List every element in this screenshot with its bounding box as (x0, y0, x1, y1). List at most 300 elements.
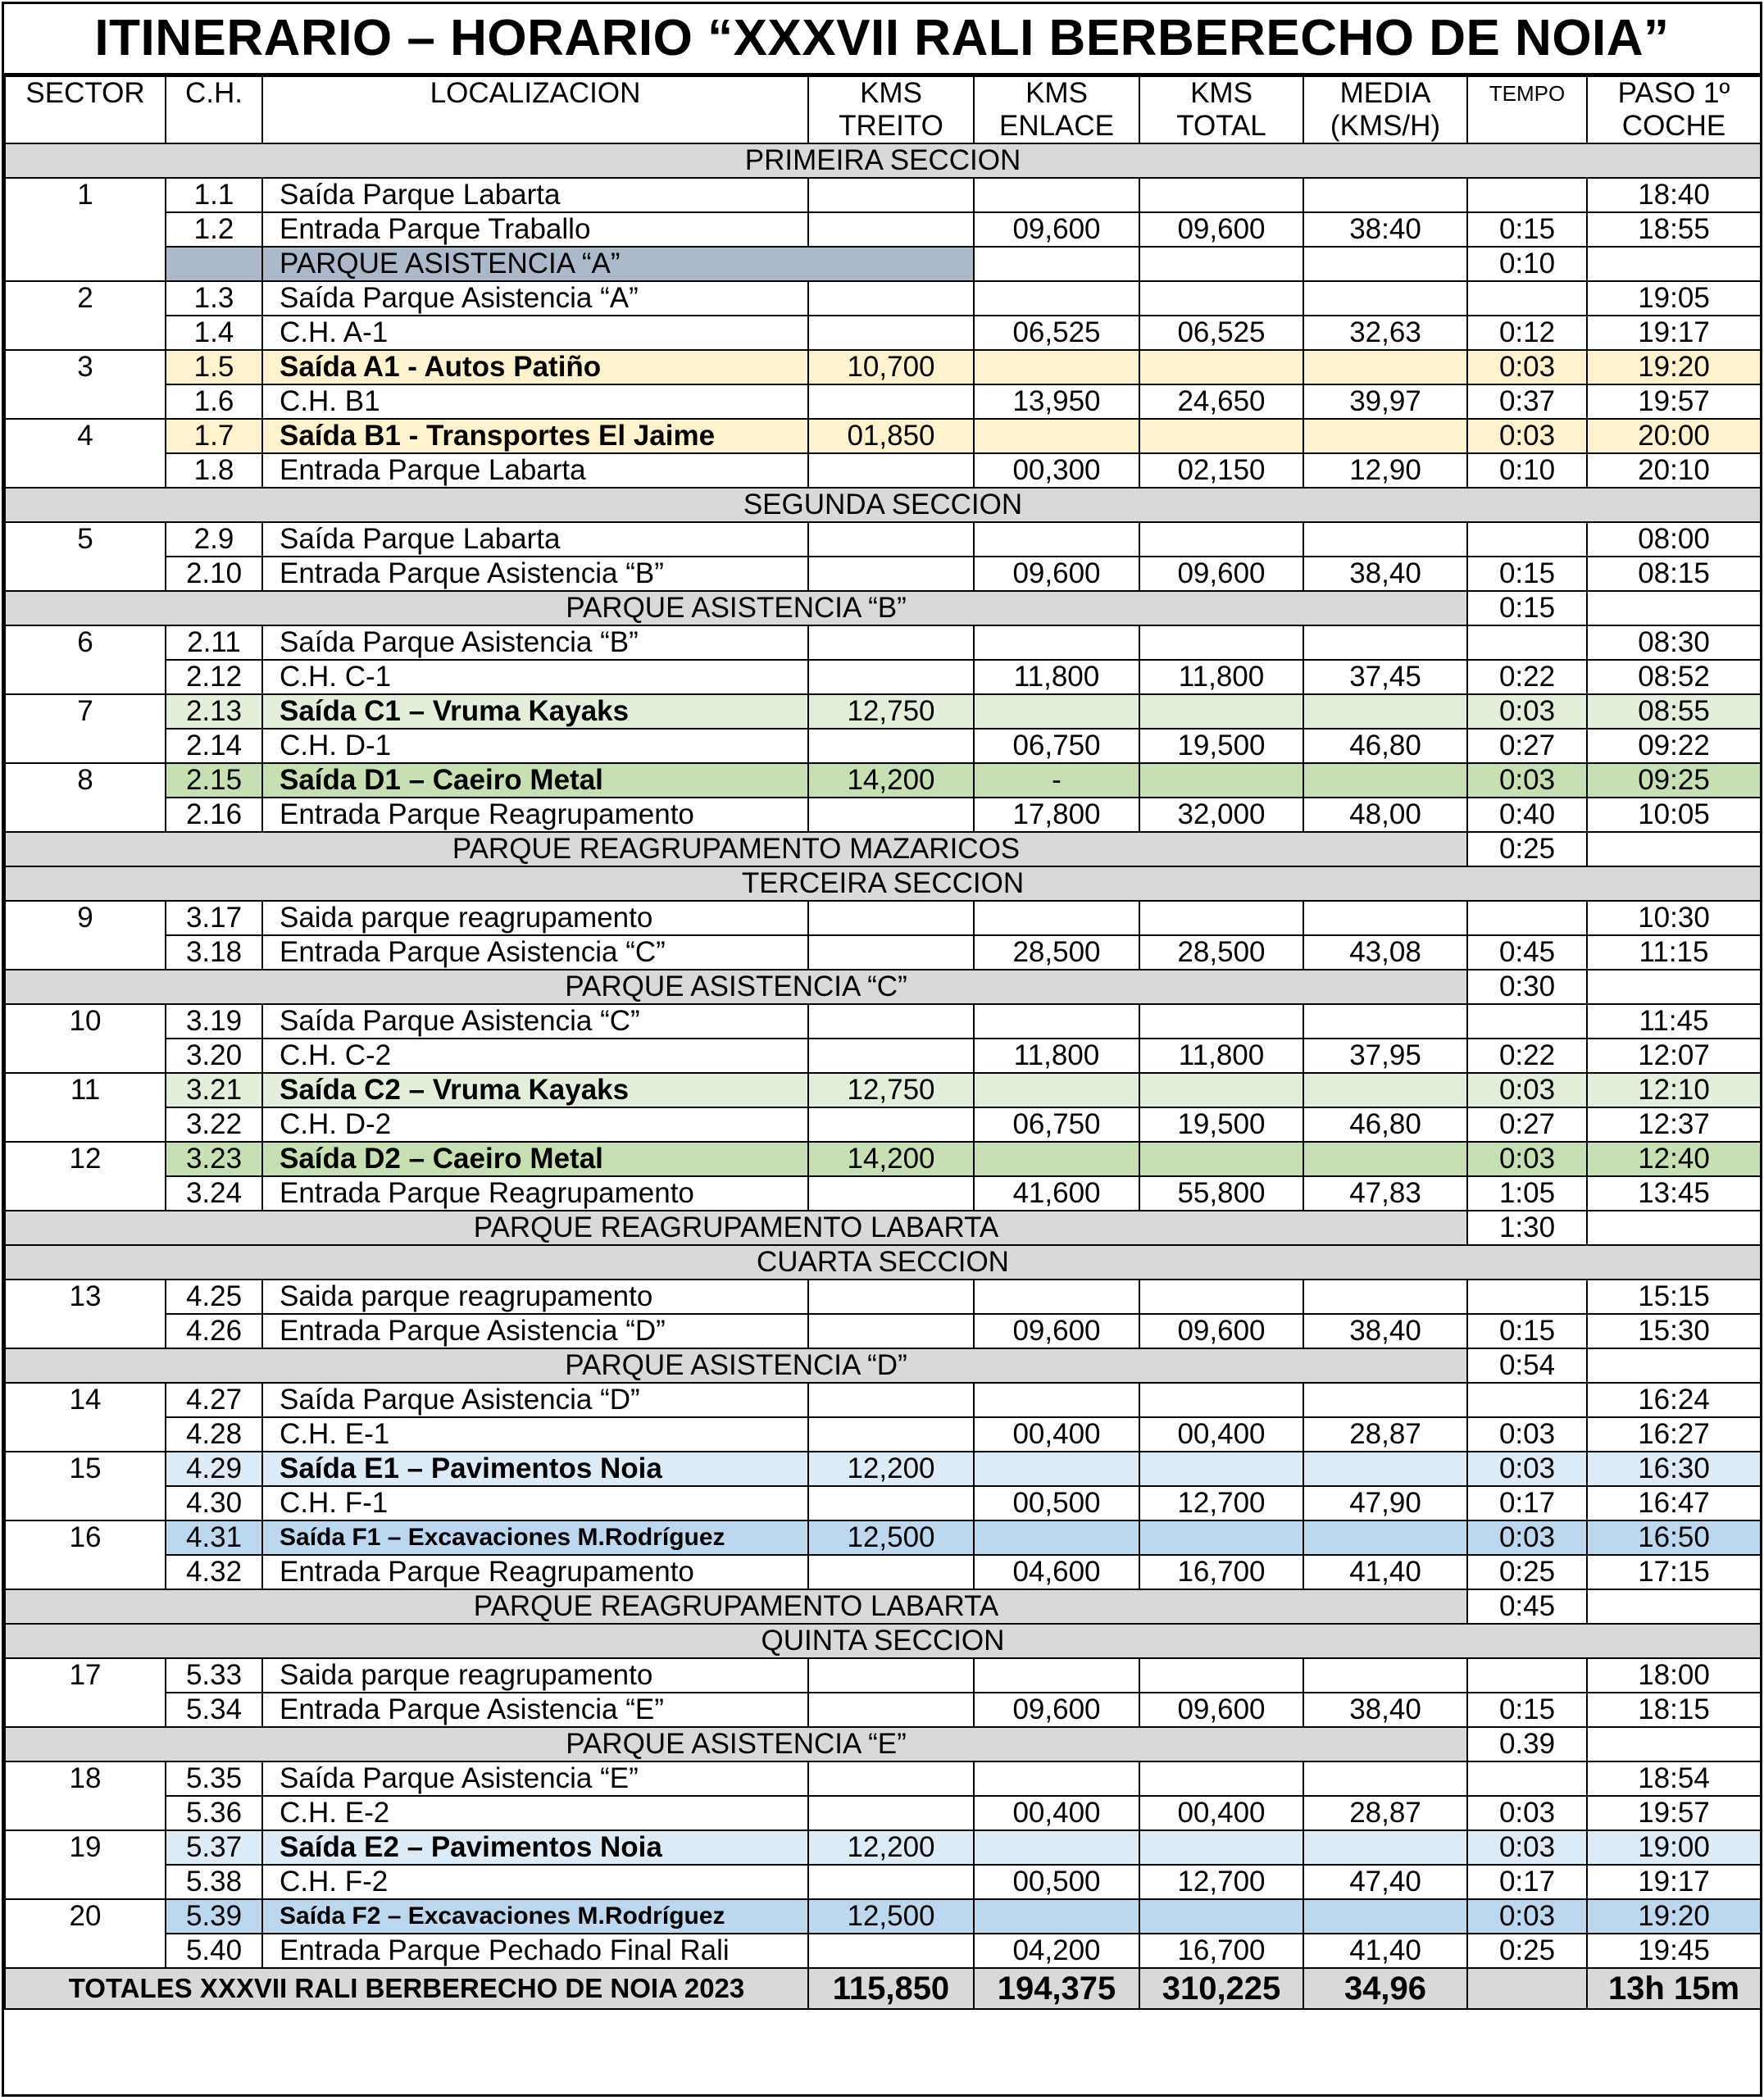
location-cell: Entrada Parque Asistencia “D” (262, 1314, 808, 1348)
column-header-line: TREITO (839, 110, 943, 142)
treito-cell: 14,200 (808, 763, 974, 798)
parque-band-row (5, 1727, 1761, 1761)
media-cell: 43,08 (1303, 935, 1467, 970)
ch-cell: 5.36 (166, 1796, 262, 1830)
tempo-cell: 1:05 (1467, 1176, 1587, 1211)
section-row (5, 143, 1761, 178)
paso-cell: 09:22 (1587, 729, 1761, 763)
section-title: SEGUNDA SECCION (5, 488, 1761, 522)
treito-cell (808, 1039, 974, 1073)
total-cell (1139, 1452, 1303, 1486)
total-cell (1139, 281, 1303, 316)
paso-cell: 20:10 (1587, 453, 1761, 488)
tempo-cell: 0:45 (1467, 935, 1587, 970)
location-cell: Saída Parque Labarta (262, 522, 808, 557)
treito-cell (808, 1865, 974, 1899)
paso-cell: 08:30 (1587, 625, 1761, 660)
column-header-line: PASO 1º (1617, 77, 1730, 109)
tempo-cell: 0:03 (1467, 1796, 1587, 1830)
total-cell: 09,600 (1139, 557, 1303, 591)
ch-cell: 2.15 (166, 763, 262, 798)
location-cell: Saída C2 – Vruma Kayaks (262, 1073, 808, 1107)
stage-row (5, 1899, 1761, 1934)
table-row (5, 1658, 1761, 1693)
enlace-cell: 09,600 (974, 1693, 1139, 1727)
media-cell: 32,63 (1303, 316, 1467, 350)
paso-cell: 09:25 (1587, 763, 1761, 798)
sector-number: 7 (5, 694, 166, 763)
total-cell (1139, 1658, 1303, 1693)
tempo-cell: 0:03 (1467, 350, 1587, 384)
paso-cell: 16:27 (1587, 1417, 1761, 1452)
total-cell: 12,700 (1139, 1865, 1303, 1899)
enlace-cell (974, 350, 1139, 384)
ch-cell: 1.4 (166, 316, 262, 350)
paso-cell: 12:37 (1587, 1107, 1761, 1142)
tempo-cell (1467, 625, 1587, 660)
ch-cell: 3.24 (166, 1176, 262, 1211)
total-cell: 09,600 (1139, 212, 1303, 247)
total-cell (1139, 419, 1303, 453)
treito-cell: 12,500 (808, 1899, 974, 1934)
tempo-cell: 0:25 (1467, 1555, 1587, 1589)
tempo-cell: 0:17 (1467, 1486, 1587, 1520)
table-row (5, 1761, 1761, 1796)
ch-cell: 3.20 (166, 1039, 262, 1073)
enlace-cell (974, 625, 1139, 660)
ch-cell: 2.10 (166, 557, 262, 591)
table-row (5, 1417, 1761, 1452)
stage-row (5, 1452, 1761, 1486)
treito-cell: 12,750 (808, 694, 974, 729)
parque-band-tempo: 0:25 (1467, 832, 1587, 866)
media-cell (1303, 1280, 1467, 1314)
total-cell: 55,800 (1139, 1176, 1303, 1211)
stage-row (5, 763, 1761, 798)
enlace-cell (974, 1520, 1139, 1555)
sector-number: 18 (5, 1761, 166, 1830)
ch-cell: 1.3 (166, 281, 262, 316)
tempo-cell: 0:03 (1467, 1899, 1587, 1934)
ch-cell: 1.8 (166, 453, 262, 488)
parque-band-row (5, 1348, 1761, 1383)
location-cell: Saída E1 – Pavimentos Noia (262, 1452, 808, 1486)
total-cell: 00,400 (1139, 1796, 1303, 1830)
enlace-cell: 09,600 (974, 212, 1139, 247)
media-cell: 12,90 (1303, 453, 1467, 488)
treito-cell: 12,500 (808, 1520, 974, 1555)
enlace-cell (974, 281, 1139, 316)
media-cell (1303, 1761, 1467, 1796)
treito-cell (808, 281, 974, 316)
treito-cell (808, 935, 974, 970)
paso-cell: 18:40 (1587, 178, 1761, 212)
empty-cell (1587, 970, 1761, 1004)
paso-cell: 08:15 (1587, 557, 1761, 591)
paso-cell: 19:20 (1587, 350, 1761, 384)
table-row (5, 1383, 1761, 1417)
totals-media: 34,96 (1303, 1968, 1467, 2009)
sector-number: 5 (5, 522, 166, 591)
sector-number: 13 (5, 1280, 166, 1348)
empty-cell (1587, 591, 1761, 625)
paso-cell: 08:55 (1587, 694, 1761, 729)
location-cell: C.H. F-1 (262, 1486, 808, 1520)
location-cell: Saida parque reagrupamento (262, 901, 808, 935)
treito-cell (808, 1280, 974, 1314)
media-cell: 41,40 (1303, 1934, 1467, 1968)
stage-row (5, 1073, 1761, 1107)
location-cell: Saída C1 – Vruma Kayaks (262, 694, 808, 729)
enlace-cell: - (974, 763, 1139, 798)
location-cell: Saída Parque Asistencia “D” (262, 1383, 808, 1417)
tempo-cell: 0:03 (1467, 1073, 1587, 1107)
table-row (5, 625, 1761, 660)
tempo-cell: 0:37 (1467, 384, 1587, 419)
tempo-cell: 0:03 (1467, 419, 1587, 453)
enlace-cell (974, 901, 1139, 935)
column-header-line: KMS (860, 77, 922, 109)
ch-cell: 1.6 (166, 384, 262, 419)
enlace-cell (974, 178, 1139, 212)
tempo-cell: 0:17 (1467, 1865, 1587, 1899)
location-cell: Entrada Parque Reagrupamento (262, 1176, 808, 1211)
itinerary-document (2, 2, 1762, 2097)
sector-number: 9 (5, 901, 166, 970)
treito-cell (808, 1383, 974, 1417)
location-cell: Entrada Parque Reagrupamento (262, 798, 808, 832)
paso-cell: 18:55 (1587, 212, 1761, 247)
media-cell: 28,87 (1303, 1796, 1467, 1830)
tempo-cell: 0:12 (1467, 316, 1587, 350)
ch-cell: 5.34 (166, 1693, 262, 1727)
section-row (5, 866, 1761, 901)
table-row (5, 798, 1761, 832)
paso-cell: 10:05 (1587, 798, 1761, 832)
total-cell: 24,650 (1139, 384, 1303, 419)
tempo-cell (1467, 1004, 1587, 1039)
parque-band-row (5, 1589, 1761, 1624)
enlace-cell: 28,500 (974, 935, 1139, 970)
column-header (166, 76, 262, 143)
empty-cell (1587, 1348, 1761, 1383)
total-cell (1139, 1520, 1303, 1555)
column-header-line: C.H. (185, 77, 243, 109)
enlace-cell: 17,800 (974, 798, 1139, 832)
total-cell: 02,150 (1139, 453, 1303, 488)
location-cell: Entrada Parque Pechado Final Rali (262, 1934, 808, 1968)
table-row (5, 178, 1761, 212)
location-cell: C.H. C-2 (262, 1039, 808, 1073)
total-cell (1139, 1073, 1303, 1107)
parque-band-label: PARQUE ASISTENCIA “D” (5, 1348, 1467, 1383)
total-cell: 16,700 (1139, 1555, 1303, 1589)
enlace-cell: 04,600 (974, 1555, 1139, 1589)
totals-enlace: 194,375 (974, 1968, 1139, 2009)
tempo-cell: 0:40 (1467, 798, 1587, 832)
ch-cell: 2.13 (166, 694, 262, 729)
table-row (5, 316, 1761, 350)
treito-cell (808, 212, 974, 247)
ch-cell: 4.29 (166, 1452, 262, 1486)
total-cell: 16,700 (1139, 1934, 1303, 1968)
table-row (5, 729, 1761, 763)
media-cell: 47,40 (1303, 1865, 1467, 1899)
location-cell: Saida parque reagrupamento (262, 1658, 808, 1693)
enlace-cell: 00,400 (974, 1796, 1139, 1830)
column-header-line: LOCALIZACION (430, 77, 641, 109)
table-row (5, 1486, 1761, 1520)
table-row (5, 522, 1761, 557)
total-cell (1139, 1142, 1303, 1176)
totals-tempo (1467, 1968, 1587, 2009)
total-cell: 06,525 (1139, 316, 1303, 350)
tempo-cell: 0:27 (1467, 729, 1587, 763)
column-header-line: COCHE (1621, 110, 1726, 142)
ch-cell: 4.31 (166, 1520, 262, 1555)
treito-cell (808, 660, 974, 694)
parque-band-label: PARQUE REAGRUPAMENTO LABARTA (5, 1211, 1467, 1245)
parque-band-label: PARQUE ASISTENCIA “C” (5, 970, 1467, 1004)
tempo-cell: 0:03 (1467, 1520, 1587, 1555)
ch-cell: 4.28 (166, 1417, 262, 1452)
treito-cell (808, 1693, 974, 1727)
paso-cell: 16:50 (1587, 1520, 1761, 1555)
treito-cell: 10,700 (808, 350, 974, 384)
paso-cell: 11:15 (1587, 935, 1761, 970)
sector-number: 14 (5, 1383, 166, 1452)
tempo-cell (1467, 1658, 1587, 1693)
column-header-line: KMS (1190, 77, 1253, 109)
media-cell (1303, 1830, 1467, 1865)
paso-cell: 19:00 (1587, 1830, 1761, 1865)
media-cell (1303, 1004, 1467, 1039)
tempo-cell: 0:03 (1467, 1452, 1587, 1486)
treito-cell (808, 1555, 974, 1589)
enlace-cell (974, 1452, 1139, 1486)
media-cell (1303, 694, 1467, 729)
total-cell (1139, 1830, 1303, 1865)
tempo-cell (1467, 1280, 1587, 1314)
totals-treito: 115,850 (808, 1968, 974, 2009)
column-header-line: SECTOR (25, 77, 145, 109)
total-cell (1139, 350, 1303, 384)
treito-cell (808, 1761, 974, 1796)
media-cell (1303, 522, 1467, 557)
enlace-cell (974, 1761, 1139, 1796)
tempo-cell: 0:15 (1467, 212, 1587, 247)
treito-cell (808, 1004, 974, 1039)
parque-band-tempo: 0:15 (1467, 591, 1587, 625)
empty-cell (1139, 247, 1303, 281)
location-cell: Saída F2 – Excavaciones M.Rodríguez (262, 1899, 808, 1934)
enlace-cell (974, 522, 1139, 557)
treito-cell (808, 1658, 974, 1693)
location-cell: C.H. C-1 (262, 660, 808, 694)
paso-cell: 15:30 (1587, 1314, 1761, 1348)
total-cell (1139, 901, 1303, 935)
location-cell: Saída Parque Labarta (262, 178, 808, 212)
location-cell: Saída Parque Asistencia “A” (262, 281, 808, 316)
treito-cell (808, 522, 974, 557)
totals-row (5, 1968, 1761, 2009)
tempo-cell: 0:03 (1467, 1142, 1587, 1176)
table-row (5, 212, 1761, 247)
column-header (1139, 76, 1303, 143)
treito-cell: 01,850 (808, 419, 974, 453)
parque-band-label: PARQUE REAGRUPAMENTO LABARTA (5, 1589, 1467, 1624)
sector-number: 17 (5, 1658, 166, 1727)
tempo-cell (1467, 178, 1587, 212)
paso-cell: 11:45 (1587, 1004, 1761, 1039)
paso-cell: 19:45 (1587, 1934, 1761, 1968)
total-cell (1139, 1004, 1303, 1039)
media-cell: 38:40 (1303, 212, 1467, 247)
table-row (5, 453, 1761, 488)
table-row (5, 1693, 1761, 1727)
table-row (5, 557, 1761, 591)
location-cell: Entrada Parque Traballo (262, 212, 808, 247)
total-cell: 09,600 (1139, 1693, 1303, 1727)
ch-cell: 4.30 (166, 1486, 262, 1520)
media-cell (1303, 350, 1467, 384)
media-cell (1303, 1452, 1467, 1486)
ch-cell: 4.32 (166, 1555, 262, 1589)
tempo-cell: 0:03 (1467, 763, 1587, 798)
asistencia-cell (166, 247, 262, 281)
location-cell: Saída A1 - Autos Patiño (262, 350, 808, 384)
total-cell (1139, 763, 1303, 798)
sector-number: 19 (5, 1830, 166, 1899)
parque-band-tempo: 0:54 (1467, 1348, 1587, 1383)
location-cell: C.H. D-1 (262, 729, 808, 763)
sector-number: 8 (5, 763, 166, 832)
total-cell (1139, 1383, 1303, 1417)
asistencia-row (5, 247, 1761, 281)
total-cell: 09,600 (1139, 1314, 1303, 1348)
tempo-cell (1467, 1383, 1587, 1417)
treito-cell (808, 729, 974, 763)
media-cell: 28,87 (1303, 1417, 1467, 1452)
enlace-cell: 11,800 (974, 660, 1139, 694)
treito-cell (808, 557, 974, 591)
paso-cell: 16:47 (1587, 1486, 1761, 1520)
tempo-cell (1467, 522, 1587, 557)
table-row (5, 935, 1761, 970)
paso-cell: 19:05 (1587, 281, 1761, 316)
treito-cell (808, 384, 974, 419)
location-cell: Saída B1 - Transportes El Jaime (262, 419, 808, 453)
enlace-cell (974, 1142, 1139, 1176)
ch-cell: 1.2 (166, 212, 262, 247)
treito-cell (808, 901, 974, 935)
media-cell (1303, 901, 1467, 935)
sector-number: 2 (5, 281, 166, 350)
sector-number: 16 (5, 1520, 166, 1589)
parque-band-tempo: 0:30 (1467, 970, 1587, 1004)
column-header-line: TEMPO (1489, 81, 1566, 106)
paso-cell: 19:20 (1587, 1899, 1761, 1934)
section-row (5, 1624, 1761, 1658)
media-cell: 41,40 (1303, 1555, 1467, 1589)
table-row (5, 1004, 1761, 1039)
stage-row (5, 350, 1761, 384)
section-row (5, 488, 1761, 522)
enlace-cell: 00,300 (974, 453, 1139, 488)
enlace-cell (974, 1899, 1139, 1934)
treito-cell: 12,200 (808, 1452, 974, 1486)
treito-cell (808, 1314, 974, 1348)
ch-cell: 1.7 (166, 419, 262, 453)
parque-band-label: PARQUE ASISTENCIA “E” (5, 1727, 1467, 1761)
table-row (5, 384, 1761, 419)
media-cell (1303, 1383, 1467, 1417)
ch-cell: 4.25 (166, 1280, 262, 1314)
total-cell (1139, 1280, 1303, 1314)
location-cell: Entrada Parque Asistencia “E” (262, 1693, 808, 1727)
total-cell: 00,400 (1139, 1417, 1303, 1452)
media-cell: 38,40 (1303, 557, 1467, 591)
column-header-line: TOTAL (1176, 110, 1266, 142)
media-cell: 38,40 (1303, 1693, 1467, 1727)
ch-cell: 3.22 (166, 1107, 262, 1142)
enlace-cell (974, 419, 1139, 453)
paso-cell: 10:30 (1587, 901, 1761, 935)
media-cell: 37,45 (1303, 660, 1467, 694)
column-header (1467, 76, 1587, 143)
empty-cell (1587, 1211, 1761, 1245)
media-cell (1303, 178, 1467, 212)
enlace-cell: 06,750 (974, 729, 1139, 763)
paso-cell: 19:17 (1587, 316, 1761, 350)
tempo-cell: 0:27 (1467, 1107, 1587, 1142)
treito-cell: 12,200 (808, 1830, 974, 1865)
total-cell (1139, 522, 1303, 557)
ch-cell: 1.1 (166, 178, 262, 212)
paso-cell: 08:52 (1587, 660, 1761, 694)
sector-number: 15 (5, 1452, 166, 1520)
section-row (5, 1245, 1761, 1280)
parque-band-row (5, 1211, 1761, 1245)
total-cell: 19,500 (1139, 1107, 1303, 1142)
tempo-cell (1467, 901, 1587, 935)
parque-band-tempo: 0.39 (1467, 1727, 1587, 1761)
total-cell (1139, 625, 1303, 660)
media-cell (1303, 763, 1467, 798)
stage-row (5, 1520, 1761, 1555)
ch-cell: 5.39 (166, 1899, 262, 1934)
tempo-cell (1467, 281, 1587, 316)
enlace-cell (974, 1658, 1139, 1693)
paso-cell: 18:15 (1587, 1693, 1761, 1727)
paso-cell: 18:00 (1587, 1658, 1761, 1693)
ch-cell: 5.40 (166, 1934, 262, 1968)
enlace-cell: 09,600 (974, 557, 1139, 591)
table-row (5, 1107, 1761, 1142)
treito-cell (808, 178, 974, 212)
location-cell: Entrada Parque Asistencia “B” (262, 557, 808, 591)
empty-cell (1587, 832, 1761, 866)
ch-cell: 3.21 (166, 1073, 262, 1107)
ch-cell: 3.18 (166, 935, 262, 970)
total-cell (1139, 1899, 1303, 1934)
location-cell: Saída E2 – Pavimentos Noia (262, 1830, 808, 1865)
location-cell: Entrada Parque Labarta (262, 453, 808, 488)
table-row (5, 1865, 1761, 1899)
media-cell (1303, 1899, 1467, 1934)
total-cell (1139, 694, 1303, 729)
paso-cell: 08:00 (1587, 522, 1761, 557)
